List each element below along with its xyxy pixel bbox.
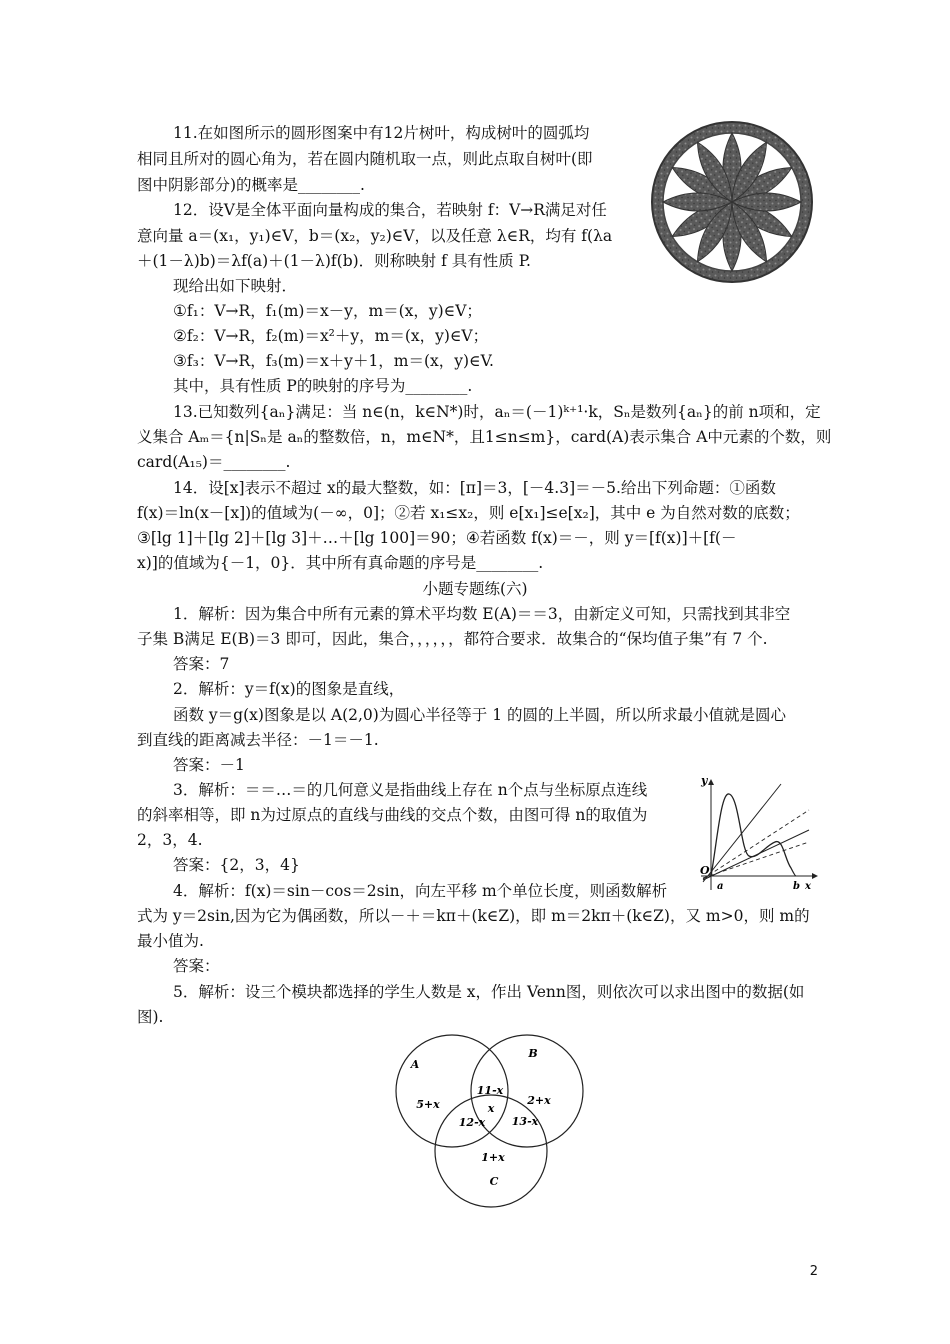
problem-14-line-2: f(x)＝ln(x－[x])的值域为(－∞，0]；②若 x₁≤x₂，则 e[x₁]≤e[x₂]，其中 e 为自然对数的底数；: [137, 504, 800, 522]
problem-14-line-1: 14．设[x]表示不超过 x的最大整数，如：[π]＝3，[－4.3]＝－5.给出下列命题：①函数: [173, 479, 776, 497]
answer-4-line-2: 式为 y＝2sin,因为它为偶函数，所以－＋＝kπ＋(k∈Z)，即 m＝2kπ＋(k∈Z)，又 m>0，则 m的: [137, 907, 810, 925]
problem-12-item-1: ①f₁：V→R，f₁(m)＝x－y，m＝(x，y)∈V；: [173, 302, 482, 320]
problem-14-line-4: x)]的值域为{－1，0}．其中所有真命题的序号是________.: [137, 554, 544, 572]
graph-label-origin: O: [700, 864, 710, 877]
answer-1-line-1: 1．解析：因为集合中所有元素的算术平均数 E(A)＝＝3，由新定义可知，只需找到其非空: [173, 605, 791, 623]
graph-label-x: x: [805, 881, 811, 892]
venn-diagram-figure: [385, 1030, 590, 1215]
problem-12-line-3: ＋(1－λ)b)＝λf(a)＋(1－λ)f(b)．则称映射 f 具有性质 P.: [137, 252, 531, 270]
venn-label-a: A: [410, 1058, 420, 1071]
problem-12-line-4: 现给出如下映射．: [173, 277, 298, 295]
problem-12-line-1: 12．设V是全体平面向量构成的集合，若映射 f：V→R满足对任: [173, 201, 607, 219]
venn-ab: 11-x: [476, 1084, 504, 1097]
answer-3-line-2: 的斜率相等，即 n为过原点的直线与曲线的交点个数，由图可得 n的取值为: [137, 806, 648, 824]
venn-label-c: C: [489, 1175, 499, 1188]
answer-2-line-1: 2．解析：y＝f(x)的图象是直线，: [173, 680, 405, 698]
answer-2-line-2: 函数 y＝g(x)图象是以 A(2,0)为圆心半径等于 1 的圆的上半圆，所以所求最小值就是圆心: [173, 706, 787, 724]
answer-2-result: 答案：－1: [173, 756, 245, 774]
answer-2-line-3: 到直线的距离减去半径：－1＝－1.: [137, 731, 379, 749]
graph-label-y: y: [701, 774, 708, 787]
answer-3-result: 答案：{2，3，4}: [173, 856, 300, 874]
answer-5-line-1: 5．解析：设三个模块都选择的学生人数是 x，作出 Venn图，则依次可以求出图中的数据(如: [173, 983, 805, 1001]
answer-5-line-2: 图).: [137, 1008, 164, 1026]
problem-12-line-2: 意向量 a＝(x₁，y₁)∈V，b＝(x₂，y₂)∈V，以及任意 λ∈R，均有 f(λa: [137, 227, 613, 245]
venn-bc: 13-x: [511, 1115, 539, 1128]
venn-only-c: 1+x: [481, 1151, 505, 1164]
problem-11-line-3: 图中阴影部分)的概率是________.: [137, 176, 365, 194]
problem-12-question: 其中，具有性质 P的映射的序号为________.: [173, 377, 473, 395]
venn-center: x: [487, 1102, 495, 1115]
problem-11-line-2: 相同且所对的圆心角为，若在圆内随机取一点，则此点取自树叶(即: [137, 150, 593, 168]
page-number: 2: [809, 1264, 818, 1279]
problem-14-line-3: ③[lg 1]＋[lg 2]＋[lg 3]＋…＋[lg 100]＝90；④若函数 f(x)＝－，则 y＝[f(x)]＋[f(－: [137, 529, 737, 547]
answer-1-result: 答案：7: [173, 655, 230, 673]
problem-13-line-3: card(A₁₅)＝________.: [137, 453, 291, 471]
answer-3-line-3: 2，3，4.: [137, 831, 203, 849]
answer-4-result: 答案：: [173, 957, 220, 975]
graph-label-a: a: [717, 881, 724, 892]
problem-13-line-2: 义集合 Aₘ＝{n|Sₙ是 aₙ的整数倍，n，m∈N*，且1≤n≤m}，card(A)表示集合 A中元素的个数，则: [137, 428, 832, 446]
section-title: 小题专题练(六): [422, 580, 528, 598]
problem-13-line-1: 13.已知数列{aₙ}满足：当 n∈(n，k∈N*)时，aₙ＝(－1)ᵏ⁺¹·k，Sₙ是数列{aₙ}的前 n项和，定: [173, 403, 821, 421]
problem-11-line-1: 11.在如图所示的圆形图案中有12片树叶，构成树叶的圆弧均: [173, 124, 590, 142]
answer-3-line-1: 3．解析：＝＝…＝的几何意义是指曲线上存在 n个点与坐标原点连线: [173, 781, 648, 799]
answer-4-line-3: 最小值为.: [137, 932, 204, 950]
graph-label-b: b: [793, 881, 800, 892]
problem-12-item-2: ②f₂：V→R，f₂(m)＝x²＋y，m＝(x，y)∈V；: [173, 327, 489, 345]
answer-4-line-1: 4．解析：f(x)＝sin－cos＝2sin，向左平移 m个单位长度，则函数解析: [173, 882, 668, 900]
function-graph-figure: [695, 772, 825, 896]
venn-ac: 12-x: [458, 1116, 486, 1129]
venn-label-b: B: [528, 1047, 538, 1060]
problem-12-item-3: ③f₃：V→R，f₃(m)＝x＋y＋1，m＝(x，y)∈V.: [173, 352, 494, 370]
leaf-pattern-figure: [648, 118, 816, 286]
venn-only-b: 2+x: [527, 1094, 551, 1107]
venn-only-a: 5+x: [416, 1098, 440, 1111]
answer-1-line-2: 子集 B满足 E(B)＝3 即可，因此，集合，，，，，，都符合要求．故集合的“保均值子集”有 7 个.: [137, 630, 768, 648]
